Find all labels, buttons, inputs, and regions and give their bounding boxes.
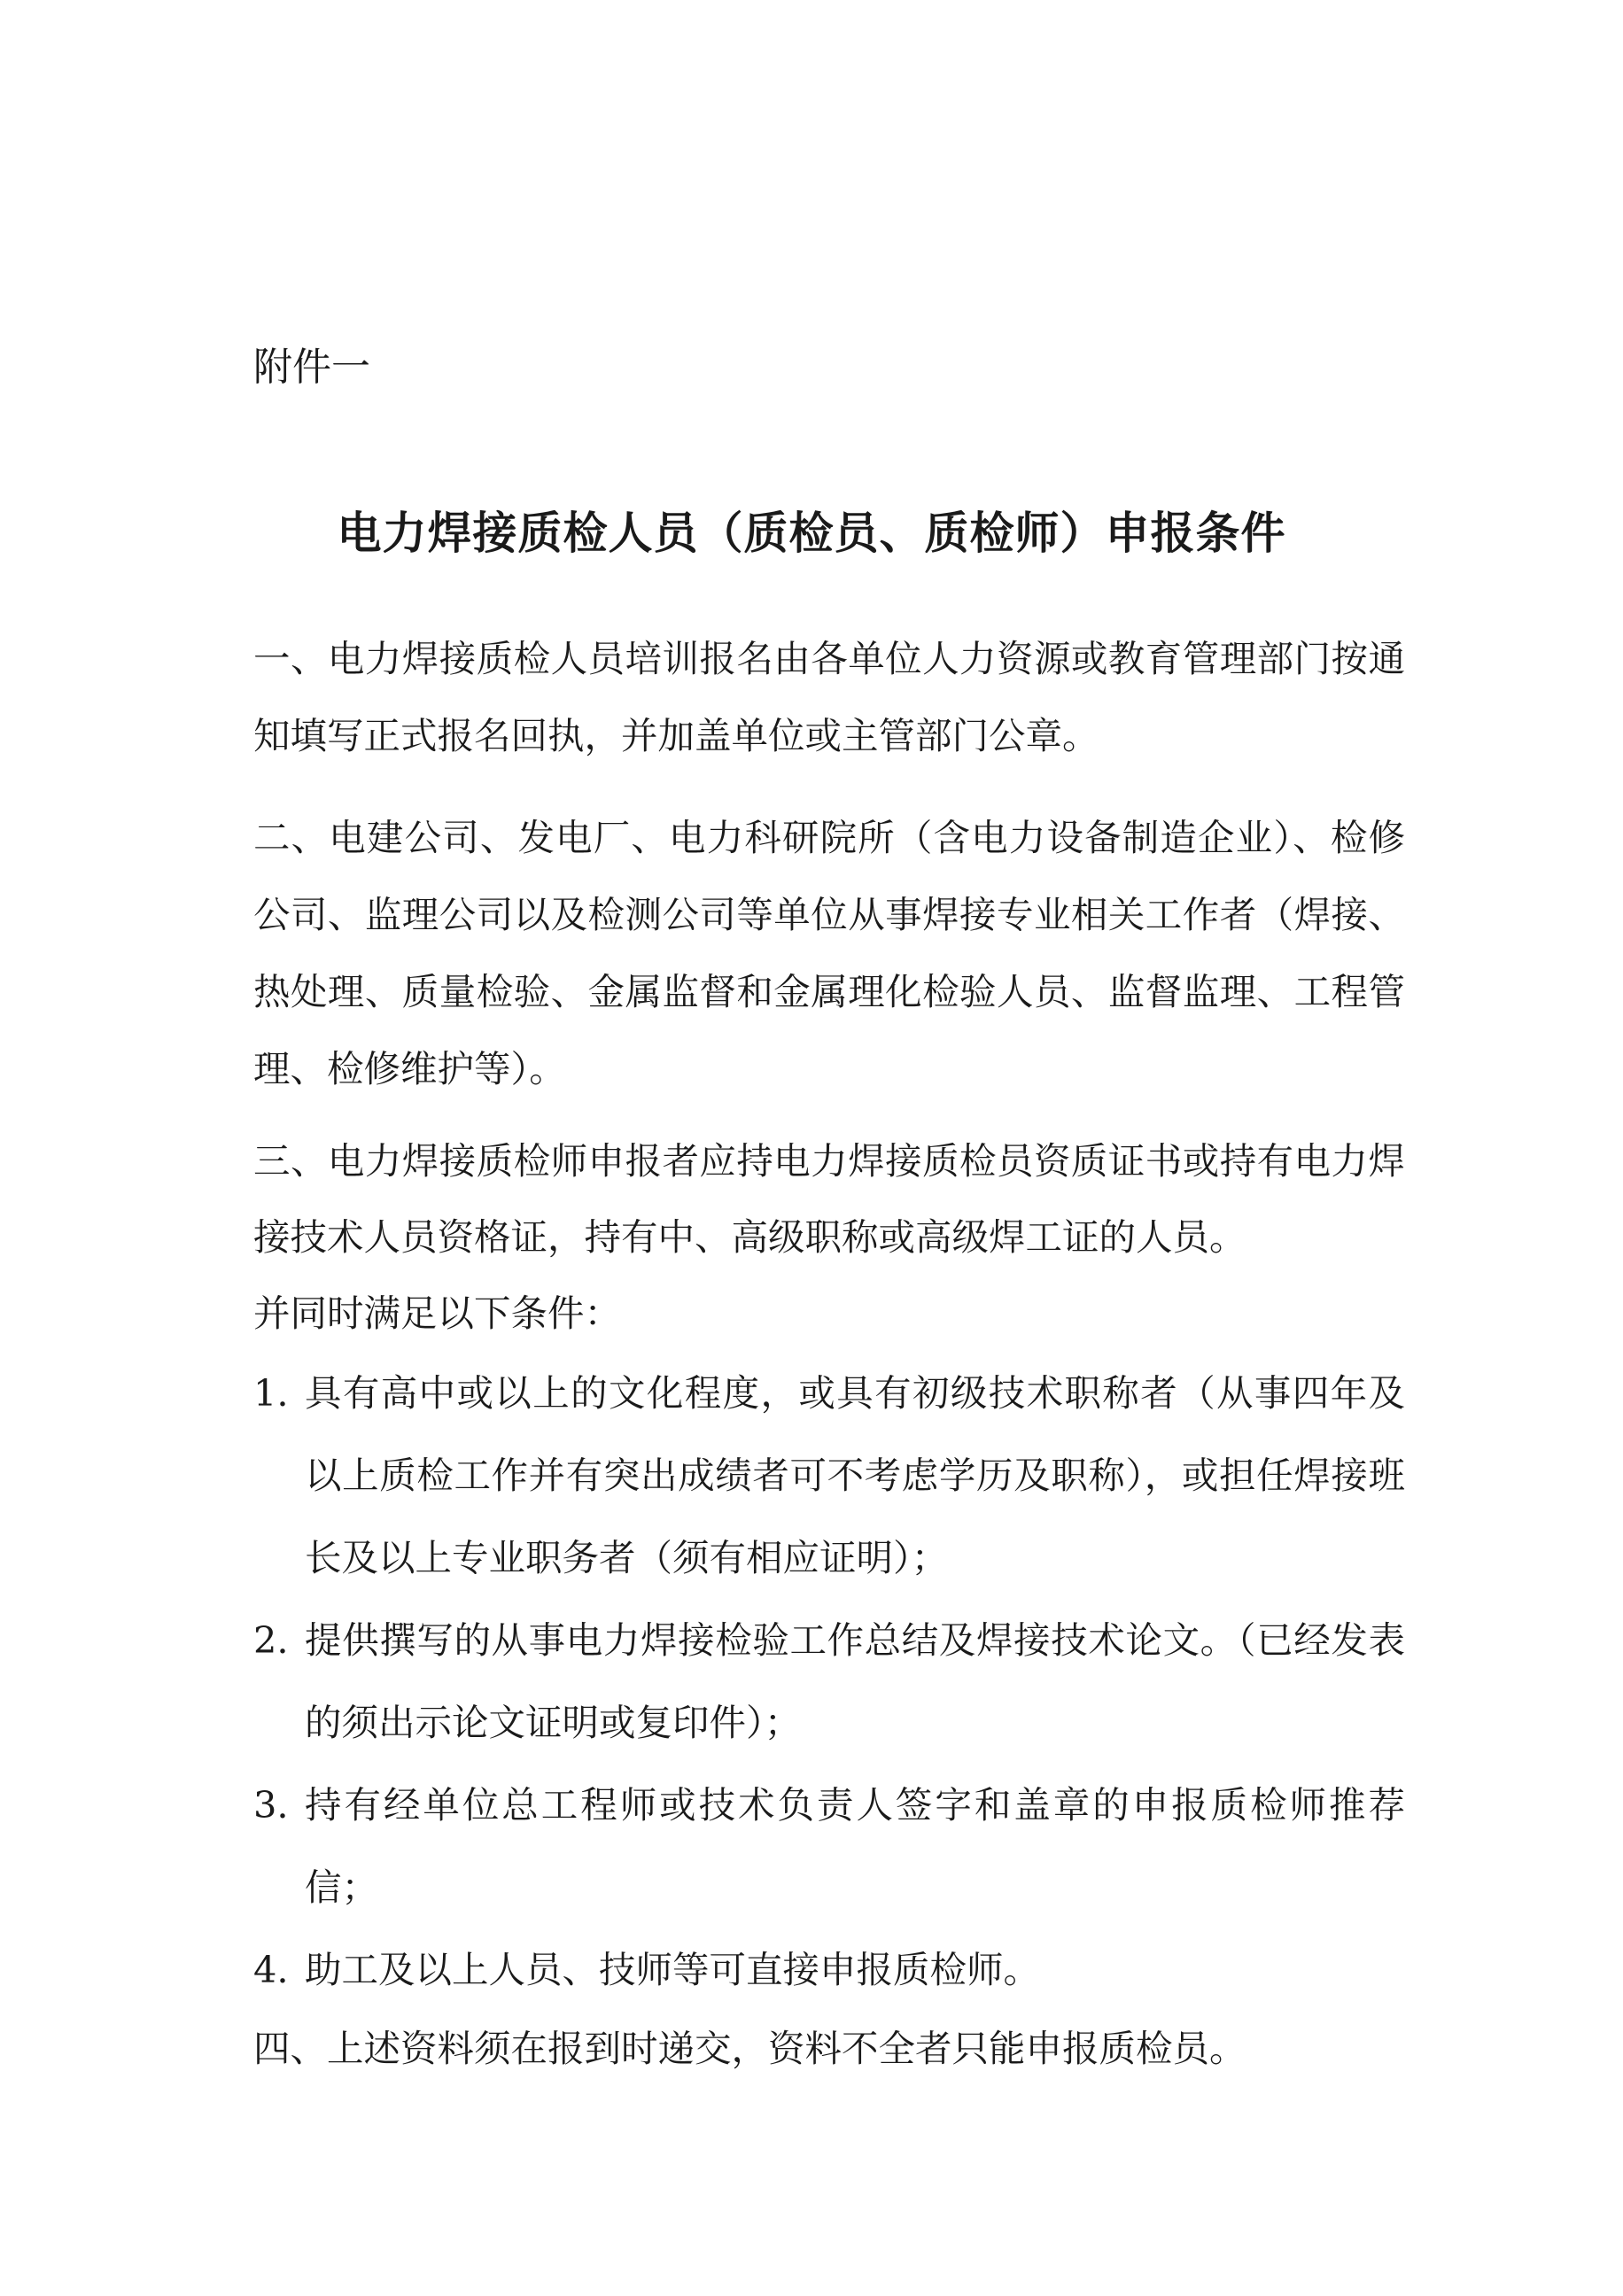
list-item: [253, 1352, 1405, 1599]
list-item: [253, 1928, 1405, 2011]
document-title: 电力焊接质检人员（质检员、质检师）申报条件: [337, 508, 1286, 559]
list-item-number: 1.: [253, 1371, 289, 1415]
section-3-paragraph: 三、电力焊接质检师申报者应持电力焊接质检员资质证书或持有电力焊接技术人员资格证，持有中、高级职称或高级焊工证的人员。: [253, 1139, 1405, 1259]
list-item-text: 助工及以上人员、技师等可直接申报质检师。: [305, 1948, 1041, 1991]
attachment-label: 附件一: [253, 345, 370, 390]
list-item-number: 3.: [253, 1783, 289, 1827]
list-item-number: 4.: [253, 1948, 289, 1991]
list-item-number: 2.: [253, 1618, 289, 1662]
list-item-text: 持有经单位总工程师或技术负责人签字和盖章的申报质检师推荐信；: [305, 1783, 1405, 1909]
document-body: [253, 620, 1405, 2087]
list-item-text: 具有高中或以上的文化程度，或具有初级技术职称者（从事四年及以上质检工作并有突出成绩者可不考虑学历及职称），或担任焊接班长及以上专业职务者（须有相应证明）；: [305, 1371, 1405, 1579]
conditions-list: [253, 1352, 1405, 2011]
list-item: [253, 1764, 1405, 1928]
section-1-paragraph: 一、电力焊接质检人员培训报名由各单位人力资源或教育管理部门按通知填写正式报名回执，并加盖单位或主管部门公章。: [253, 637, 1405, 757]
list-item-text: 提供撰写的从事电力焊接检验工作总结及焊接技术论文。（已经发表的须出示论文证明或复印件）；: [305, 1618, 1405, 1744]
list-item: [253, 1599, 1405, 1764]
conditions-intro: 并同时满足以下条件：: [253, 1292, 622, 1335]
section-2-paragraph: 二、电建公司、发电厂、电力科研院所（含电力设备制造企业）、检修公司、监理公司以及检测公司等单位从事焊接专业相关工作者（焊接、热处理、质量检验、金属监督和金属理化检验人员、监督监理、工程管理、检修维护等）。: [253, 816, 1405, 1090]
section-4-paragraph: 四、上述资料须在报到时递交，资料不全者只能申报质检员。: [253, 2027, 1246, 2070]
